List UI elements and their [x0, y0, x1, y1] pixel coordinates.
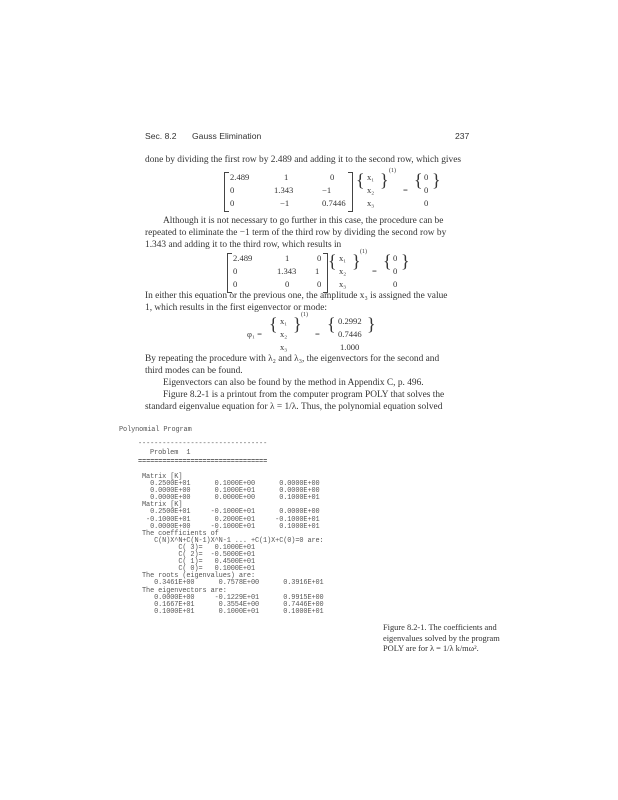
- value-entry: 1.000: [340, 342, 360, 352]
- matrix-equation-1: [224, 168, 474, 214]
- matrix-cell: 1: [284, 172, 289, 182]
- matrix-cell: 2.489: [233, 253, 253, 263]
- matrix-cell: 1: [315, 266, 320, 276]
- printout-line: 0.0000E+00 0.0000E+00 0.1000E+01: [142, 494, 320, 503]
- printout-line: C( 1)= 0.4500E+01: [142, 558, 255, 567]
- matrix-cell: 0: [233, 279, 238, 289]
- paragraph-4-line-2: third modes can be found.: [145, 366, 243, 376]
- matrix-equation-2: [227, 249, 477, 295]
- printout-line: The eigenvectors are:: [142, 586, 227, 595]
- vector-entry: x₃: [339, 279, 347, 289]
- right-brace: }: [367, 314, 376, 334]
- matrix-cell: 1: [285, 253, 290, 263]
- printout-line: C( 0)= 0.1000E+01: [142, 565, 255, 574]
- left-brace: {: [269, 314, 278, 334]
- matrix-cell: 0: [317, 279, 322, 289]
- rhs-entry: 0: [393, 253, 398, 263]
- right-bracket: [348, 172, 353, 212]
- vector-entry: x₂: [280, 329, 288, 339]
- caption-line: POLY are for λ = 1/λ k/mω².: [383, 644, 479, 653]
- printout-line: 0.2500E+01 0.1000E+00 0.0000E+00: [142, 480, 320, 489]
- matrix-cell: −1: [280, 198, 290, 208]
- right-brace: }: [401, 251, 410, 271]
- phi-label: φ₁ =: [247, 329, 262, 339]
- paragraph-3-line-2: 1, which results in the first eigenvector or mode:: [145, 303, 327, 313]
- paragraph-4-line-4: Figure 8.2-1 is a printout from the computer program POLY that solves the: [163, 390, 445, 400]
- matrix-cell: 0.7446: [322, 198, 346, 208]
- equals-sign: =: [372, 266, 377, 276]
- value-entry: 0.2992: [338, 316, 362, 326]
- paragraph-3-line-1: In either this equation or the previous one, the amplitude x₃ is assigned the value: [145, 291, 448, 301]
- printout-problem: Problem 1: [150, 449, 191, 457]
- printout-line: 0.0000E+00 -0.1229E+01 0.9915E+00: [142, 593, 324, 602]
- section-title: Gauss Elimination: [192, 131, 262, 141]
- right-brace: }: [380, 170, 389, 190]
- vector-entry: x₁: [280, 316, 288, 326]
- paragraph-4-line-5: standard eigenvalue equation for λ = 1/λ. Thus, the polynomial equation solved: [145, 402, 443, 412]
- matrix-cell: −1: [322, 185, 332, 195]
- left-brace: {: [414, 170, 423, 190]
- superscript: (1): [360, 249, 367, 255]
- left-brace: {: [356, 170, 365, 190]
- vector-entry: x₂: [339, 266, 347, 276]
- paragraph-2-line-2: repeated to eliminate the −1 term of the third row by dividing the second row by: [145, 228, 447, 238]
- printout-line: 0.3461E+00 0.7578E+00 0.3916E+01: [142, 579, 324, 588]
- matrix-cell: 0: [230, 185, 235, 195]
- paragraph-4-line-3: Eigenvectors can also be found by the method in Appendix C, p. 496.: [163, 378, 424, 388]
- printout-line: 0.2500E+01 -0.1000E+01 0.0000E+00: [142, 508, 320, 517]
- eigenvector-equation: [247, 312, 397, 356]
- matrix-cell: 1.343: [274, 185, 294, 195]
- vector-entry: x₁: [367, 172, 375, 182]
- printout-line: Matrix [K]: [142, 501, 183, 510]
- paragraph-1: done by dividing the first row by 2.489 and adding it to the second row, which gives: [145, 155, 462, 165]
- rhs-entry: 0: [424, 198, 429, 208]
- printout-line: 0.0000E+00 -0.1000E+01 0.1000E+01: [142, 522, 320, 531]
- page-number: 237: [455, 131, 470, 141]
- matrix-cell: 0: [317, 253, 322, 263]
- section-number: Sec. 8.2: [145, 131, 177, 141]
- left-brace: {: [328, 251, 337, 271]
- printout-body: [142, 474, 392, 616]
- rhs-entry: 0: [424, 185, 429, 195]
- printout-line: C( 3)= 0.1000E+01: [142, 543, 255, 552]
- rhs-entry: 0: [393, 266, 398, 276]
- figure-caption: [383, 623, 500, 655]
- printout-line: C( 2)= -0.5000E+01: [142, 551, 255, 560]
- printout-line: 0.0000E+00 0.1000E+01 0.0000E+00: [142, 487, 320, 496]
- paragraph-4-line-1: By repeating the procedure with λ₂ and λ₃, the eigenvectors for the second and: [145, 354, 440, 364]
- vector-entry: x₁: [339, 253, 347, 263]
- matrix-cell: 0: [330, 172, 335, 182]
- matrix-cell: 0: [285, 279, 290, 289]
- printout-rule-thin: --------------------------------: [138, 440, 268, 448]
- right-brace: }: [432, 170, 441, 190]
- printout-rule-thick: ================================: [138, 458, 268, 466]
- printout-program-name: Polynomial Program: [119, 426, 192, 434]
- paragraph-2-line-1: Although it is not necessary to go further in this case, the procedure can be: [163, 216, 444, 226]
- printout-line: C(N)X^N+C(N-1)X^N-1 ... +C(1)X+C(0)=0 are:: [142, 536, 324, 545]
- printout-line: 0.1667E+01 0.3554E+00 0.7446E+00: [142, 600, 324, 609]
- caption-line: eigenvalues solved by the program: [383, 633, 500, 643]
- vector-entry: x₃: [280, 342, 288, 352]
- matrix-cell: 0: [233, 266, 238, 276]
- printout-line: -0.1000E+01 0.2000E+01 -0.1000E+01: [142, 515, 320, 524]
- vector-entry: x₃: [367, 198, 375, 208]
- rhs-entry: 0: [424, 172, 429, 182]
- right-brace: }: [352, 251, 361, 271]
- caption-line: Figure 8.2-1. The coefficients and: [383, 623, 497, 632]
- matrix-cell: 2.489: [230, 172, 250, 182]
- printout-line: The roots (eigenvalues) are:: [142, 572, 255, 581]
- left-brace: {: [383, 251, 392, 271]
- value-entry: 0.7446: [338, 329, 362, 339]
- matrix-cell: 1.343: [277, 266, 297, 276]
- superscript: (1): [301, 312, 308, 318]
- left-bracket: [224, 172, 229, 212]
- superscript: (1): [389, 168, 396, 174]
- printout-line: 0.1000E+01 0.1000E+01 0.1000E+01: [142, 607, 324, 616]
- printout-line: The coefficients of: [142, 529, 219, 538]
- equals-sign: =: [315, 329, 320, 339]
- left-brace: {: [327, 314, 336, 334]
- matrix-cell: 0: [230, 198, 235, 208]
- paragraph-2-line-3: 1.343 and adding it to the third row, which results in: [145, 240, 342, 250]
- rhs-entry: 0: [393, 279, 398, 289]
- vector-entry: x₂: [367, 185, 375, 195]
- right-brace: }: [293, 314, 302, 334]
- printout-line: Matrix [K]: [142, 473, 183, 481]
- left-bracket: [227, 253, 232, 293]
- equals-sign: =: [403, 185, 408, 195]
